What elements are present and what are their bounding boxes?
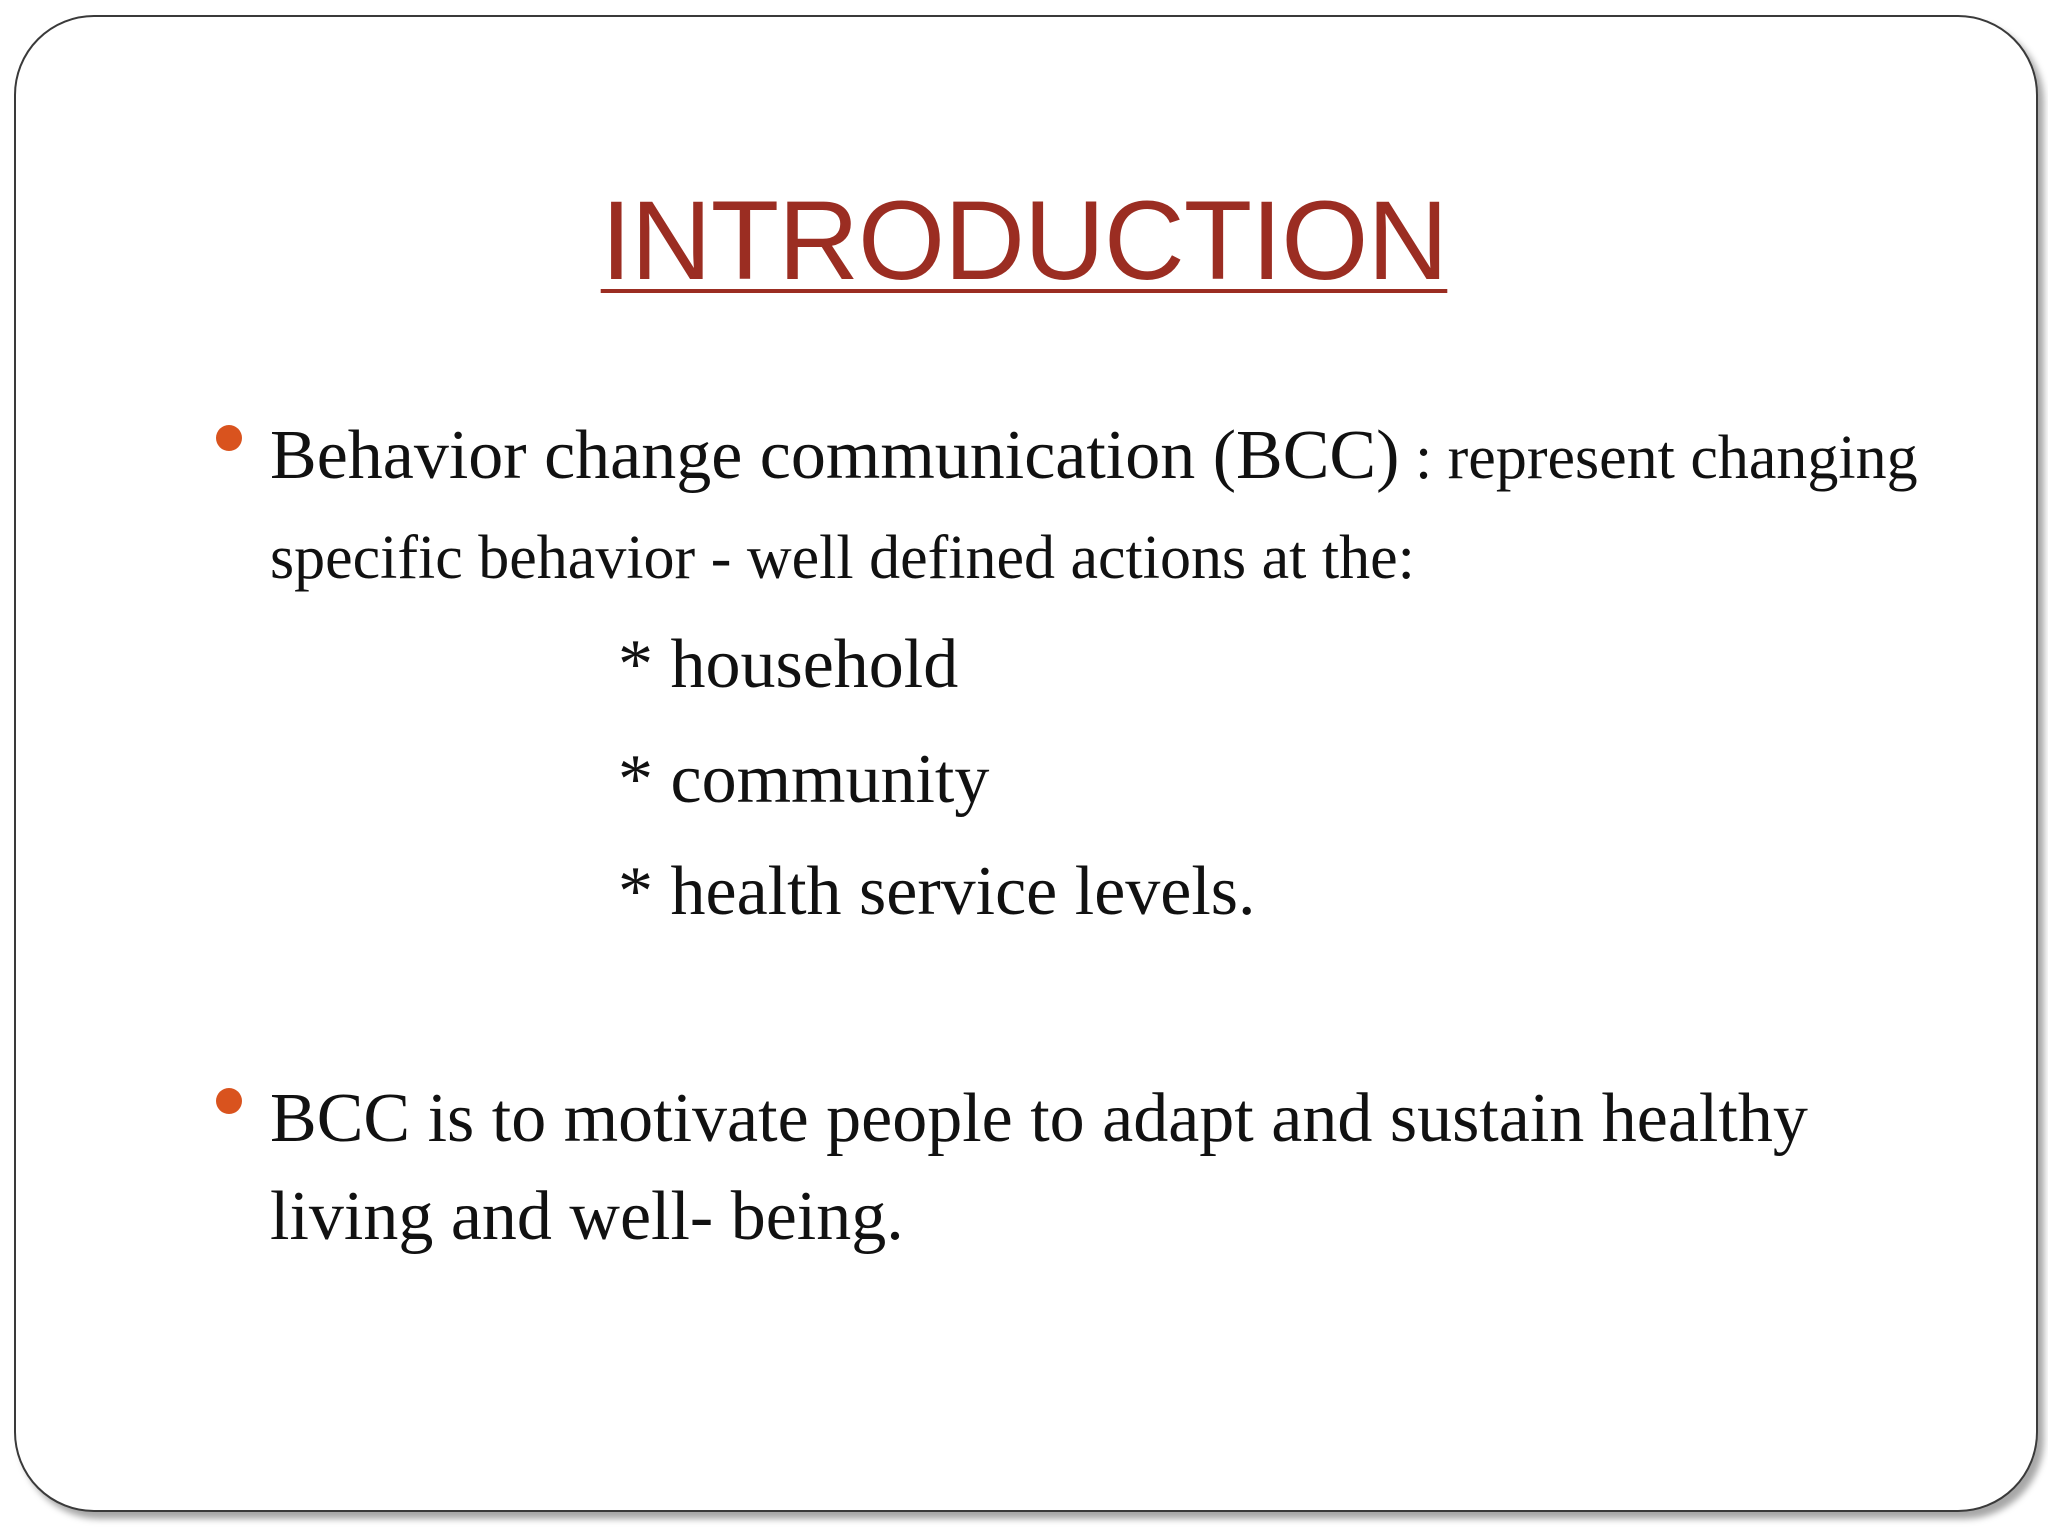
bullet-dot-icon (216, 1088, 242, 1114)
bullet-dot-icon (216, 425, 242, 451)
sub-item-household: * household (618, 626, 959, 703)
bullet-item-bcc-purpose (270, 1070, 1930, 1266)
bullet-2-text: BCC is to motivate people to adapt and sustain healthy living and well- being. (270, 1080, 1808, 1255)
sub-item-health-service: * health service levels. (618, 853, 1256, 930)
slide-title (0, 176, 2048, 306)
sub-item-community: * community (618, 741, 990, 818)
slide-title-text: INTRODUCTION (600, 178, 1448, 303)
bullet-1-lead: Behavior change communication (BCC) (270, 417, 1400, 494)
bullet-1-rest: : represent changing specific behavior - well defined actions at the: (270, 424, 1918, 592)
bullet-item-bcc-definition (270, 407, 1930, 607)
